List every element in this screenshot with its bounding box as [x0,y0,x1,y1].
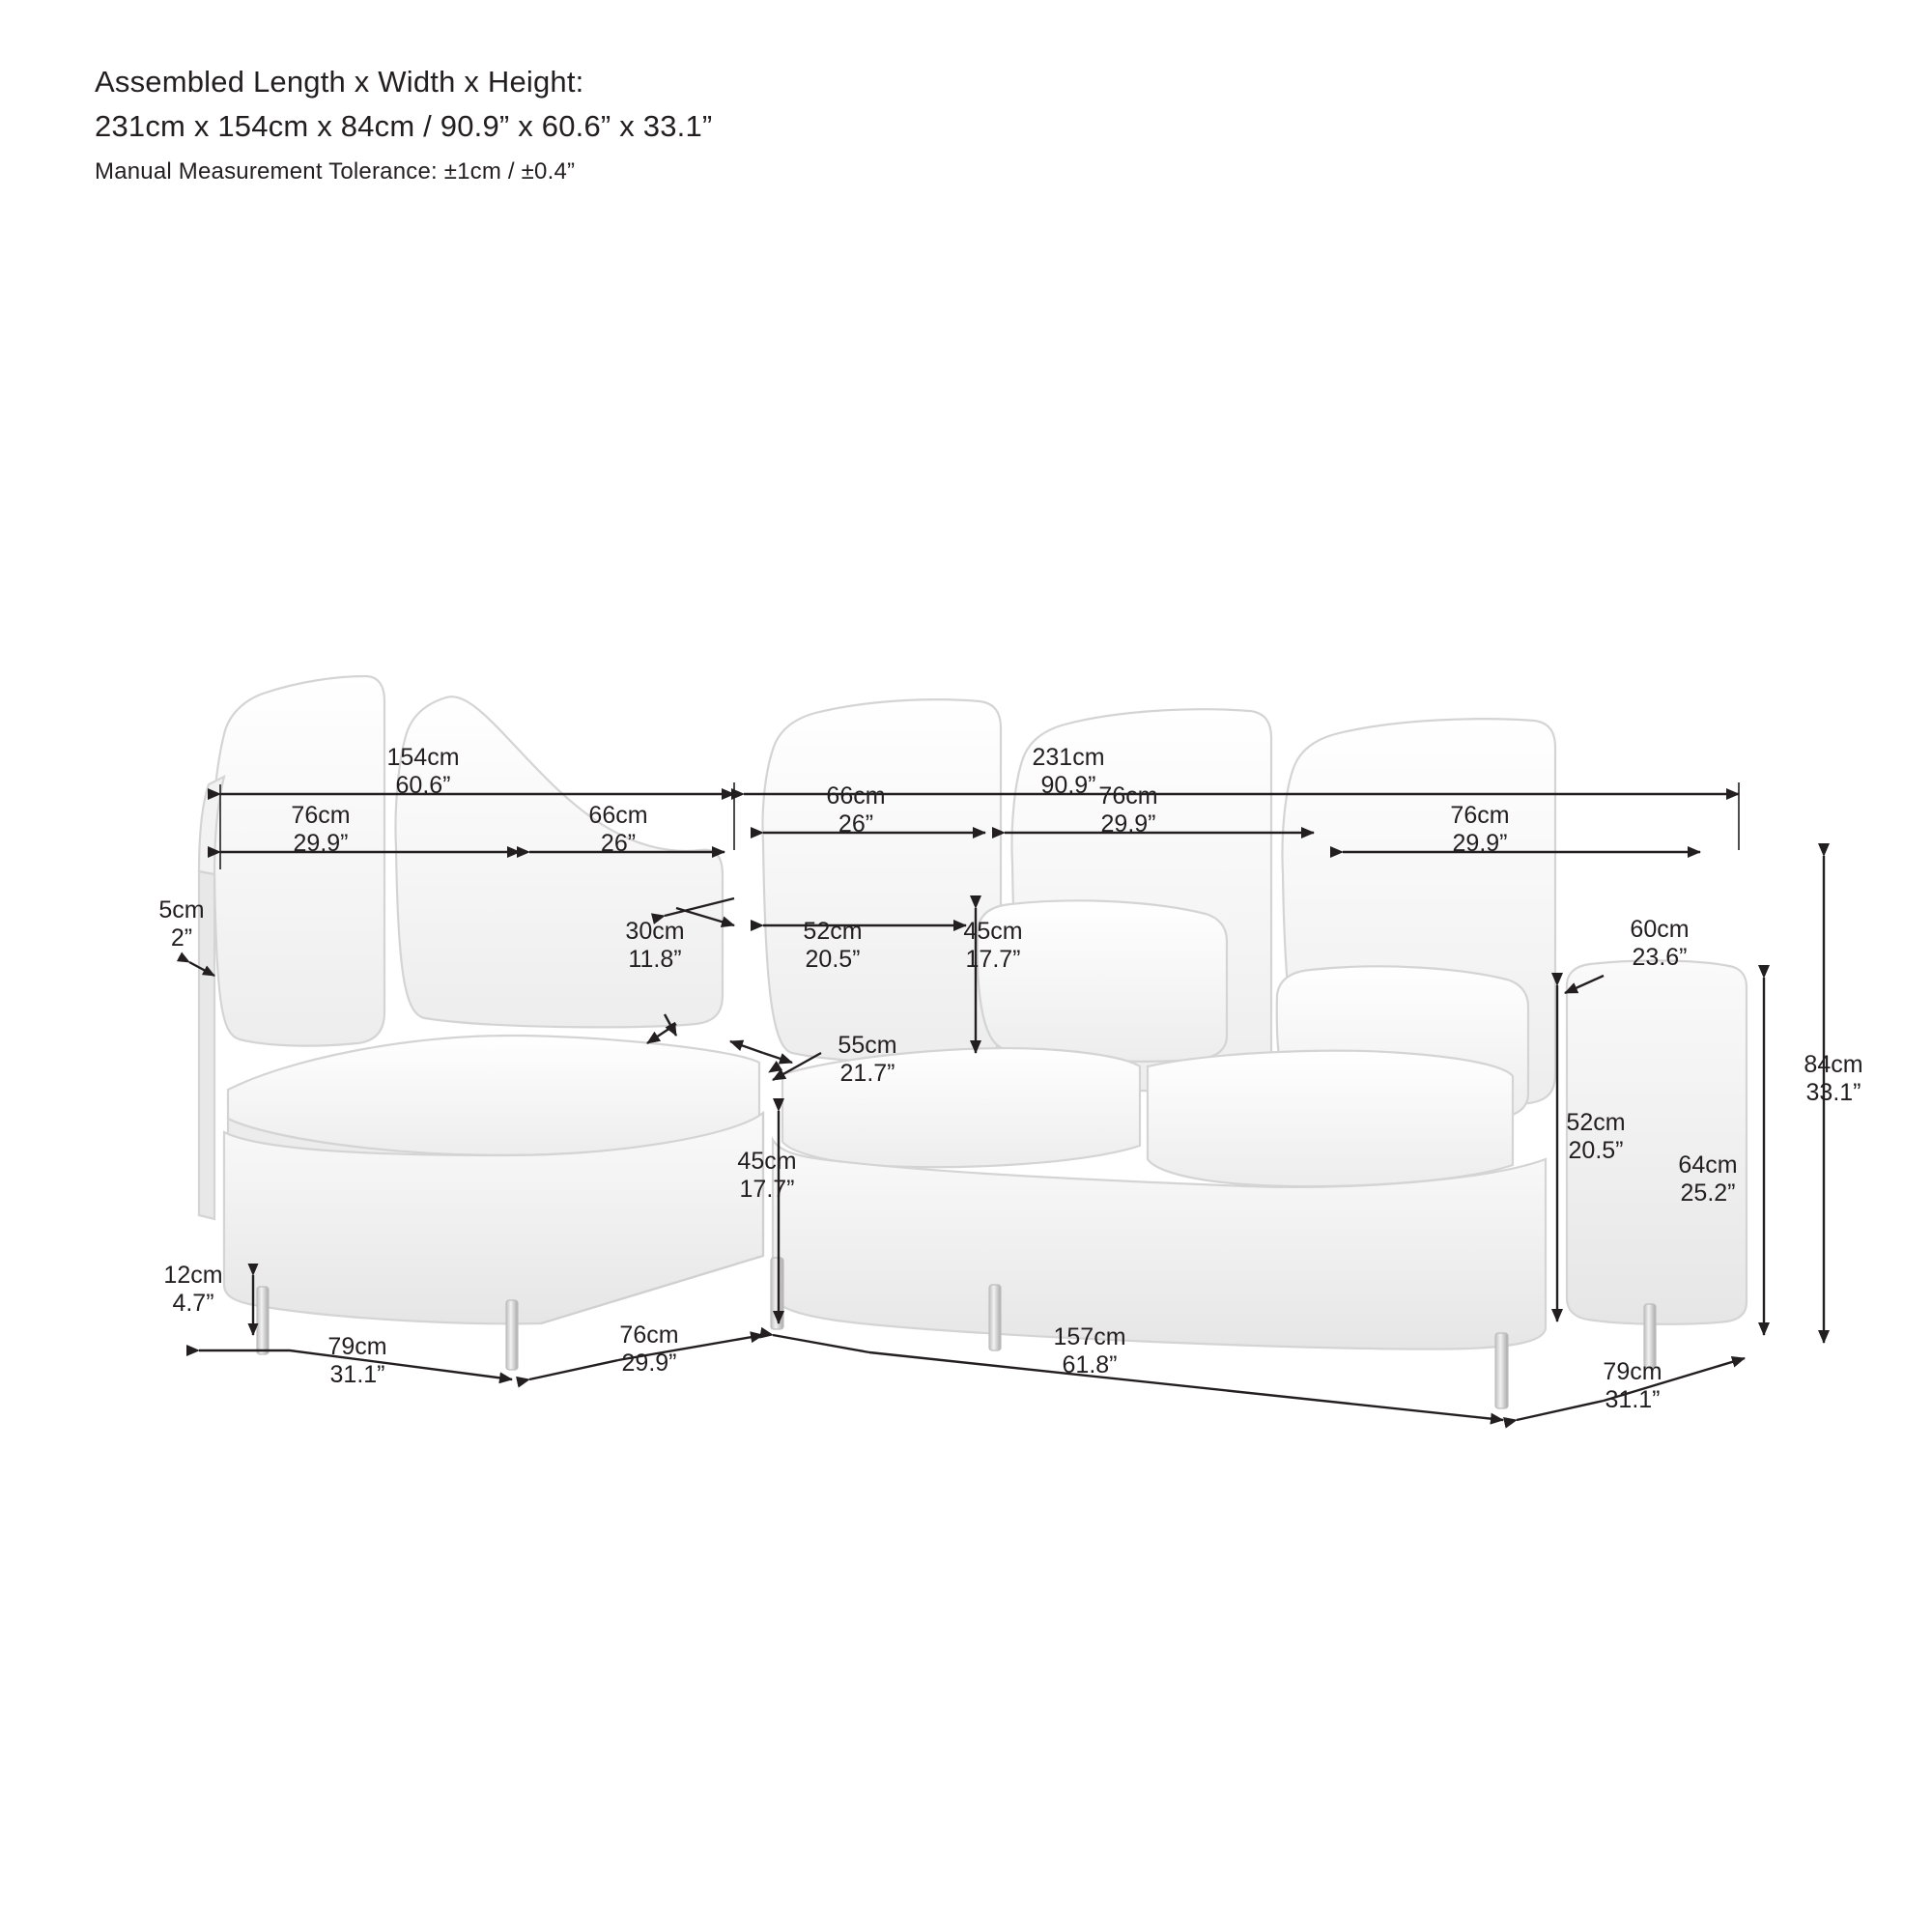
label-back-cushion-left: 76cm 29.9” [291,802,351,857]
label-arm-height-right: 60cm 23.6” [1630,916,1690,971]
label-total-height: 84cm 33.1” [1804,1051,1863,1106]
label-sofa-length-top: 231cm 90.9” [1032,744,1105,799]
label-arm-outer-height: 64cm 25.2” [1678,1151,1738,1207]
label-arm-thickness: 5cm 2” [158,896,205,952]
label-leg-height: 12cm 4.7” [163,1262,223,1317]
header-title: Assembled Length x Width x Height: [95,65,584,99]
label-back-cushion-2: 66cm 26” [588,802,648,857]
label-back-cushion-height: 30cm 11.8” [625,918,685,973]
label-arm-inner-height: 52cm 20.5” [1566,1109,1626,1164]
label-chaise-base-width: 79cm 31.1” [327,1333,387,1388]
label-sofa-base-depth-right: 79cm 31.1” [1603,1358,1662,1413]
label-chaise-depth-top: 154cm 60.6” [386,744,460,799]
label-lumbar-pillow-length: 52cm 20.5” [803,918,863,973]
header-dimensions: 231cm x 154cm x 84cm / 90.9” x 60.6” x 33.1” [95,109,713,143]
label-seat-height-front: 45cm 17.7” [737,1148,797,1203]
label-back-cushion-4: 76cm 29.9” [1098,782,1158,838]
label-chaise-base-depth: 76cm 29.9” [619,1321,679,1377]
label-lumbar-pillow-height: 45cm 17.7” [963,918,1023,973]
header-tolerance: Manual Measurement Tolerance: ±1cm / ±0.4” [95,158,576,185]
label-sofa-base-length: 157cm 61.8” [1053,1323,1126,1378]
label-back-cushion-3: 66cm 26” [826,782,886,838]
label-back-cushion-5: 76cm 29.9” [1450,802,1510,857]
label-seat-back-height: 55cm 21.7” [838,1032,897,1087]
